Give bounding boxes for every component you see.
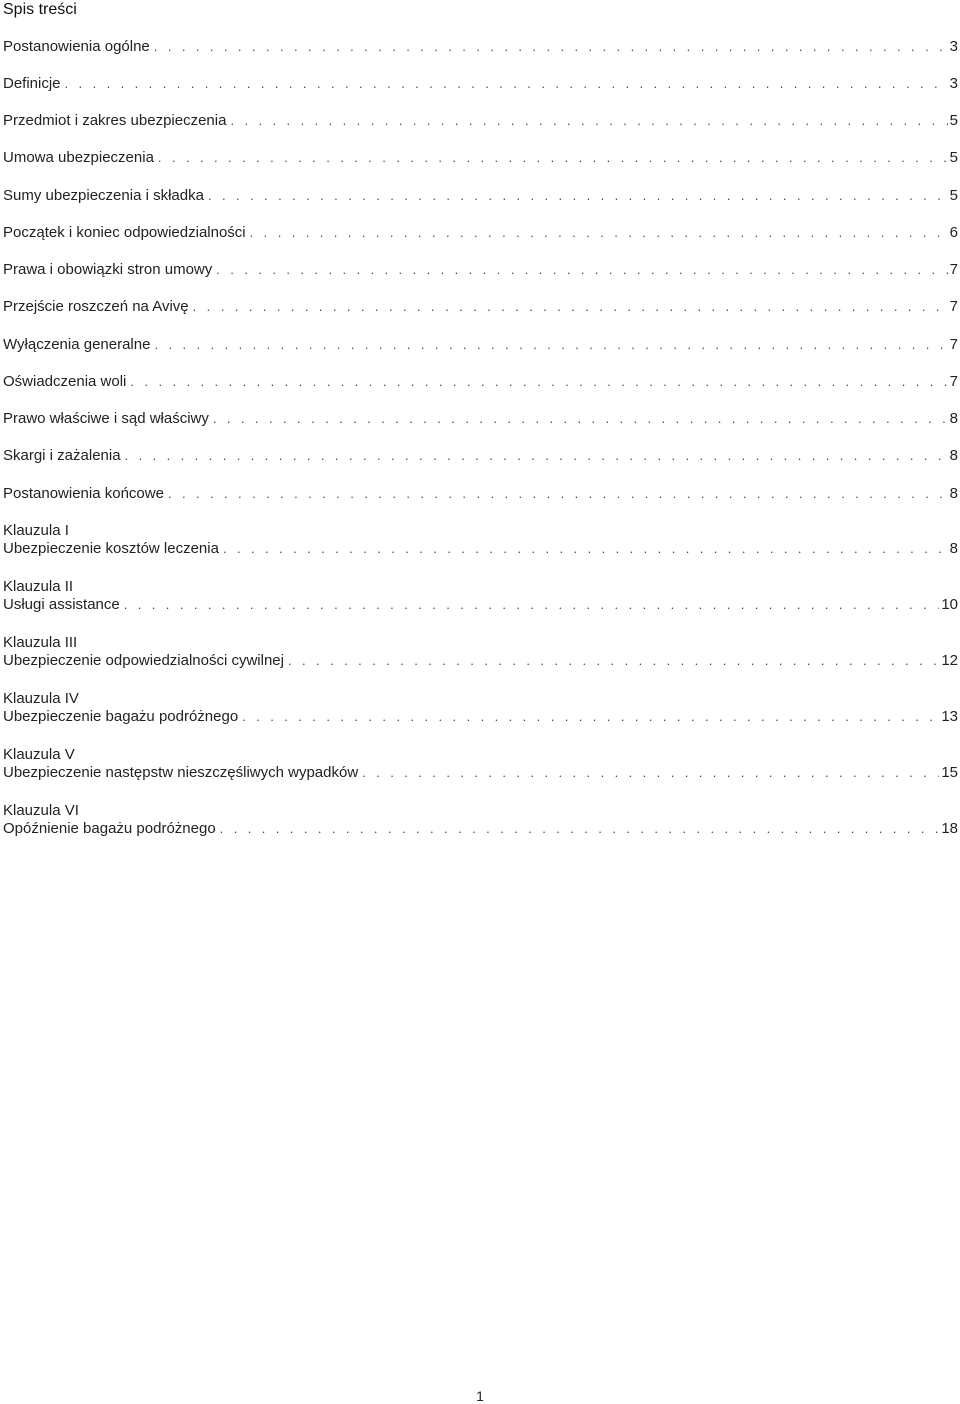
toc-entry-title: Skargi i zażalenia (3, 447, 121, 464)
toc-entry-title: Usługi assistance (3, 596, 120, 613)
toc-entry-page: 18 (941, 820, 958, 837)
toc-clause-label: Klauzula II (3, 578, 74, 595)
toc-entry[interactable] (3, 38, 958, 56)
toc-clause-entry[interactable] (3, 522, 958, 558)
toc-clause-entry[interactable] (3, 746, 958, 782)
toc-entry[interactable] (3, 261, 958, 279)
toc-entry-title: Prawa i obowiązki stron umowy (3, 261, 213, 278)
toc-entry-page: 8 (949, 540, 958, 557)
toc-dot-leader (213, 410, 948, 428)
toc-entry-page: 7 (949, 336, 958, 353)
toc-entry-page: 13 (941, 708, 958, 725)
toc-dot-leader (208, 187, 948, 205)
toc-entry-page: 7 (949, 261, 958, 278)
toc-entry[interactable] (3, 112, 958, 130)
toc-entry[interactable] (3, 410, 958, 428)
toc-dot-leader (124, 596, 940, 614)
toc-entry[interactable] (3, 224, 958, 242)
toc-entry-page: 10 (941, 596, 958, 613)
toc-entry-title: Definicje (3, 75, 61, 92)
toc-entry-title: Postanowienia ogólne (3, 38, 150, 55)
toc-clause-label: Klauzula I (3, 522, 69, 539)
toc-entry[interactable] (3, 75, 958, 93)
toc-dot-leader (288, 652, 939, 670)
toc-entry-title: Opóźnienie bagażu podróżnego (3, 820, 216, 837)
toc-entry-page: 15 (941, 764, 958, 781)
toc-clause-label: Klauzula III (3, 634, 78, 651)
toc-entry-title: Początek i koniec odpowiedzialności (3, 224, 246, 241)
toc-dot-leader (154, 336, 947, 354)
toc-entry-title: Umowa ubezpieczenia (3, 149, 154, 166)
toc-entry-title: Postanowienia końcowe (3, 485, 164, 502)
toc-entry-page: 5 (949, 149, 958, 166)
toc-clause-entry[interactable] (3, 690, 958, 726)
toc-entry[interactable] (3, 336, 958, 354)
toc-dot-leader (158, 149, 948, 167)
toc-entry[interactable] (3, 187, 958, 205)
toc-entry-title: Wyłączenia generalne (3, 336, 151, 353)
toc-clause-label: Klauzula IV (3, 690, 79, 707)
toc-entry-page: 8 (949, 410, 958, 427)
toc-dot-leader (130, 373, 947, 391)
toc-entry-title: Sumy ubezpieczenia i składka (3, 187, 204, 204)
toc-entry-page: 8 (949, 447, 958, 464)
page-title: Spis treści (3, 1, 77, 18)
toc-entry[interactable] (3, 485, 958, 503)
toc-entry[interactable] (3, 149, 958, 167)
toc-dot-leader (242, 708, 939, 726)
toc-entry[interactable] (3, 447, 958, 465)
toc-clause-entry[interactable] (3, 578, 958, 614)
toc-dot-leader (223, 540, 948, 558)
toc-dot-leader (154, 38, 948, 56)
toc-entry-title: Ubezpieczenie kosztów leczenia (3, 540, 219, 557)
toc-entry[interactable] (3, 373, 958, 391)
toc-entry[interactable] (3, 298, 958, 316)
toc-entry-title: Ubezpieczenie bagażu podróżnego (3, 708, 239, 725)
toc-dot-leader (216, 261, 947, 279)
toc-dot-leader (65, 75, 948, 93)
toc-dot-leader (362, 764, 939, 782)
toc-entry-page: 7 (949, 373, 958, 390)
toc-entry-page: 3 (949, 38, 958, 55)
toc-entry-page: 5 (949, 187, 958, 204)
toc-dot-leader (250, 224, 948, 242)
toc-dot-leader (193, 298, 948, 316)
toc-entry-page: 8 (949, 485, 958, 502)
toc-clause-label: Klauzula VI (3, 802, 79, 819)
toc-entry-title: Oświadczenia woli (3, 373, 127, 390)
toc-entry-page: 7 (949, 298, 958, 315)
toc-dot-leader (230, 112, 947, 130)
toc-entry-page: 5 (949, 112, 958, 129)
toc-entry-title: Przedmiot i zakres ubezpieczenia (3, 112, 227, 129)
toc-clause-label: Klauzula V (3, 746, 75, 763)
toc-clause-entry[interactable] (3, 802, 958, 838)
toc-dot-leader (168, 485, 948, 503)
toc-dot-leader (125, 447, 948, 465)
toc-entry-title: Prawo właściwe i sąd właściwy (3, 410, 209, 427)
toc-clause-entry[interactable] (3, 634, 958, 670)
page-number: 1 (476, 1388, 484, 1404)
toc-entry-title: Ubezpieczenie następstw nieszczęśliwych wypadków (3, 764, 359, 781)
toc-entry-title: Przejście roszczeń na Avivę (3, 298, 189, 315)
toc-entry-page: 6 (949, 224, 958, 241)
toc-entry-title: Ubezpieczenie odpowiedzialności cywilnej (3, 652, 284, 669)
toc-entry-page: 3 (949, 75, 958, 92)
toc-entry-page: 12 (941, 652, 958, 669)
toc-dot-leader (220, 820, 940, 838)
